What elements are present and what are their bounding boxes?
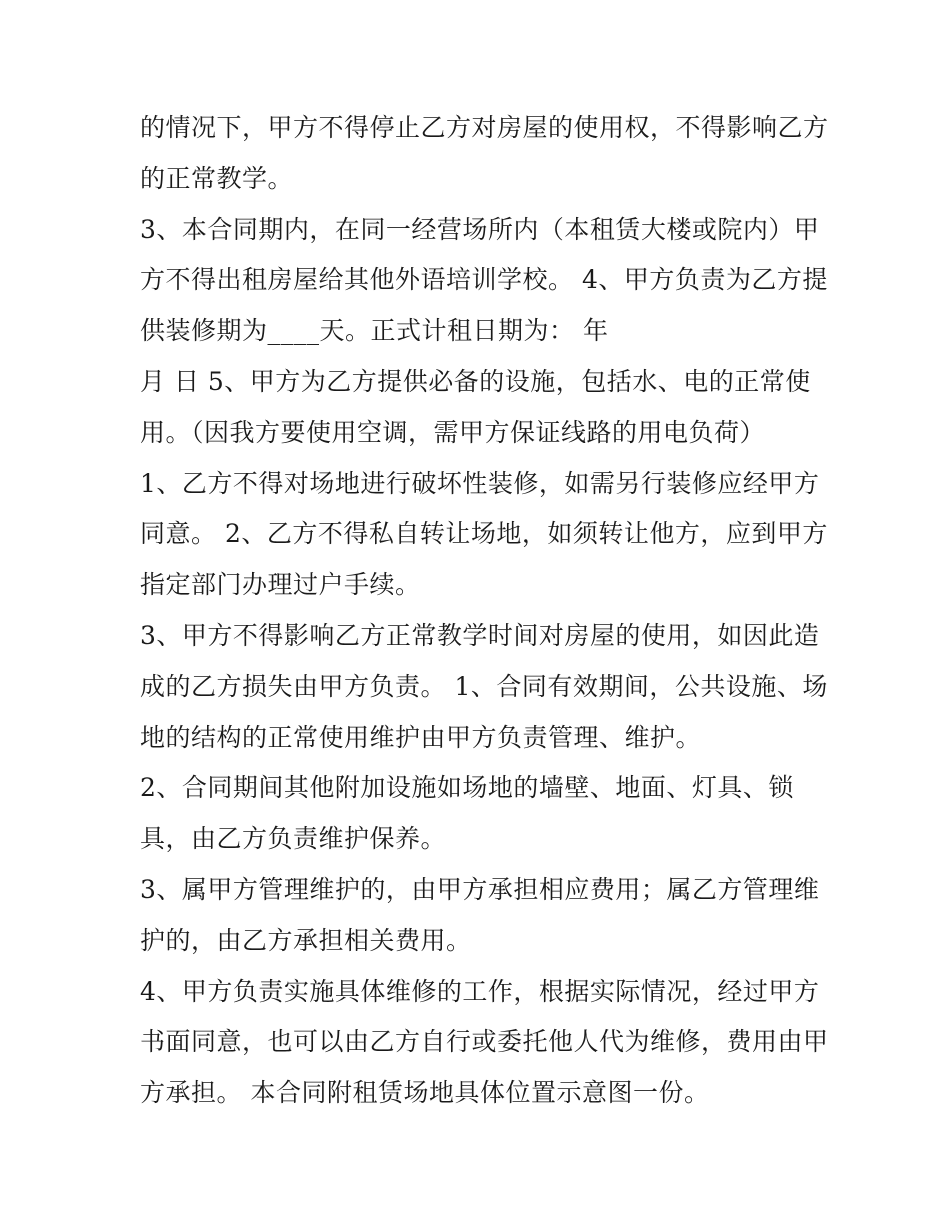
text-line: 供装修期为____天。正式计租日期为： 年	[140, 316, 609, 346]
text-line: 用。（因我方要使用空调，需甲方保证线路的用电负荷）	[140, 417, 766, 447]
text-line: 月 日 5、甲方为乙方提供必备的设施，包括水、电的正常使	[140, 366, 811, 396]
text-line: 2、合同期间其他附加设施如场地的墙壁、地面、灯具、锁	[140, 773, 794, 803]
text-line: 的正常教学。	[140, 163, 294, 193]
text-line: 同意。 2、乙方不得私自转让场地，如须转让他方，应到甲方	[140, 519, 828, 549]
text-line: 3、甲方不得影响乙方正常教学时间对房屋的使用，如因此造	[140, 620, 820, 650]
text-line: 方不得出租房屋给其他外语培训学校。 4、甲方负责为乙方提	[140, 265, 828, 295]
text-line: 具，由乙方负责维护保养。	[140, 824, 447, 854]
text-line: 3、属甲方管理维护的，由甲方承担相应费用；属乙方管理维	[140, 874, 820, 904]
text-line: 4、甲方负责实施具体维修的工作，根据实际情况，经过甲方	[140, 976, 820, 1006]
document-body	[140, 103, 840, 1119]
text-line: 的情况下，甲方不得停止乙方对房屋的使用权，不得影响乙方	[140, 113, 829, 142]
text-line: 1、乙方不得对场地进行破坏性装修，如需另行装修应经甲方	[140, 468, 820, 498]
text-line: 方承担。 本合同附租赁场地具体位置示意图一份。	[140, 1078, 710, 1108]
text-line: 3、本合同期内，在同一经营场所内（本租赁大楼或院内）甲	[140, 214, 820, 244]
text-line: 护的，由乙方承担相关费用。	[140, 925, 472, 955]
text-line: 指定部门办理过户手续。	[140, 570, 421, 600]
text-line: 地的结构的正常使用维护由甲方负责管理、维护。	[140, 722, 702, 752]
text-line: 成的乙方损失由甲方负责。 1、合同有效期间，公共设施、场	[140, 671, 828, 701]
text-line: 书面同意，也可以由乙方自行或委托他人代为维修，费用由甲	[140, 1027, 829, 1057]
